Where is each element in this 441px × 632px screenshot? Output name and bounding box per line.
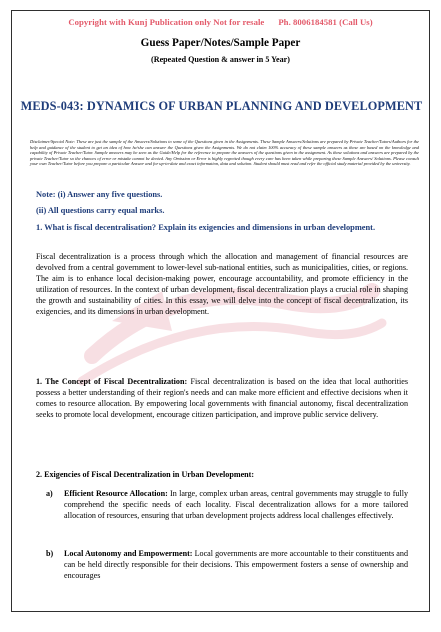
header-subtitle: (Repeated Question & answer in 5 Year) — [151, 55, 290, 64]
note-answer-five: Note: (i) Answer any five questions. — [36, 190, 163, 199]
list-item-body: In large, complex urban areas, central governments may struggle to fully comprehend the specific needs of each locality. Fiscal decentralization allows for a more tailored allocation of resources, ensuring that urban development projects address local challenges effectively. — [64, 489, 408, 520]
note-equal-marks: (ii) All questions carry equal marks. — [36, 206, 165, 215]
disclaimer-text: Disclaimer/Special Note: These are just the sample of the Answers/Solutions to some of the Questions given in the Assignments. These Sample Answers/Solutions are prepared by Private Teacher/Tutors/Authors for the help and guidance of the student to get an idea of how he/she can answer the Questions given the Assignments. We do not claim 100% accuracy of these sample answers as these are based on the knowledge and capability of Private Teacher/Tutor. Sample answers may be seen as the Guide/Help for the reference to prepare the answers of the questions given in the assignment. As these solutions and answers are prepared by the private Teacher/Tutor so the chances of error or mistake cannot be denied. Any Omission or Error is highly regretted though every care has been taken while preparing these Sample Answers/ Solutions. Please consult your own Teacher/Tutor before you prepare a particular Answer and for up-to-date and exact information, data and solution. Student should must read and refer the official study material provided by the university. — [30, 139, 419, 167]
list-marker: b) — [46, 549, 54, 558]
section-1-heading: 1. The Concept of Fiscal Decentralization: — [36, 377, 188, 386]
copyright-notice: Copyright with Kunj Publication only Not for resale — [68, 17, 265, 27]
question-1-heading: 1. What is fiscal decentralisation? Explain its exigencies and dimensions in urban development. — [36, 223, 376, 232]
contact-phone: Ph. 8006184581 (Call Us) — [278, 17, 373, 27]
list-marker: a) — [46, 489, 53, 498]
list-item — [46, 548, 408, 581]
copyright-banner — [12, 17, 429, 27]
section-2-heading: 2. Exigencies of Fiscal Decentralization in Urban Development: — [36, 470, 255, 479]
section-1-body: Fiscal decentralization is based on the idea that local authorities possess a better understanding of their region's needs and can make more efficient and effective decisions when it comes to resource allocation. By empowering local governments with financial autonomy, fiscal decentralization seeks to promote local development, encourage citizen participation, and improve public service delivery. — [36, 377, 408, 419]
course-title: MEDS-043: DYNAMICS OF URBAN PLANNING AND DEVELOPMENT — [20, 99, 423, 113]
header-title: Guess Paper/Notes/Sample Paper — [140, 37, 301, 49]
intro-paragraph: Fiscal decentralization is a process through which the allocation and management of financial resources are devolved from a central government to lower-level sub-national entities, such as municipalities, cities, or regions. The aim is to enhance local decision-making power, encourage accountability, and promote efficiency in the utilization of resources. In the context of urban development, fiscal decentralization plays a crucial role in shaping the growth and sustainability of cities. In this essay, we will delve into the concept of fiscal decentralization, its exigencies, and its dimensions in urban development. — [36, 252, 408, 316]
list-item-title: Efficient Resource Allocation: — [64, 489, 168, 498]
list-item-title: Local Autonomy and Empowerment: — [64, 549, 193, 558]
document-page — [11, 10, 430, 612]
list-item — [46, 488, 408, 521]
list-item-body: Local governments are more accountable to their constituents and can be held directly responsible for their decisions. This empowerment fosters a sense of ownership and encourages — [64, 549, 408, 580]
section-1-paragraph — [36, 376, 408, 420]
